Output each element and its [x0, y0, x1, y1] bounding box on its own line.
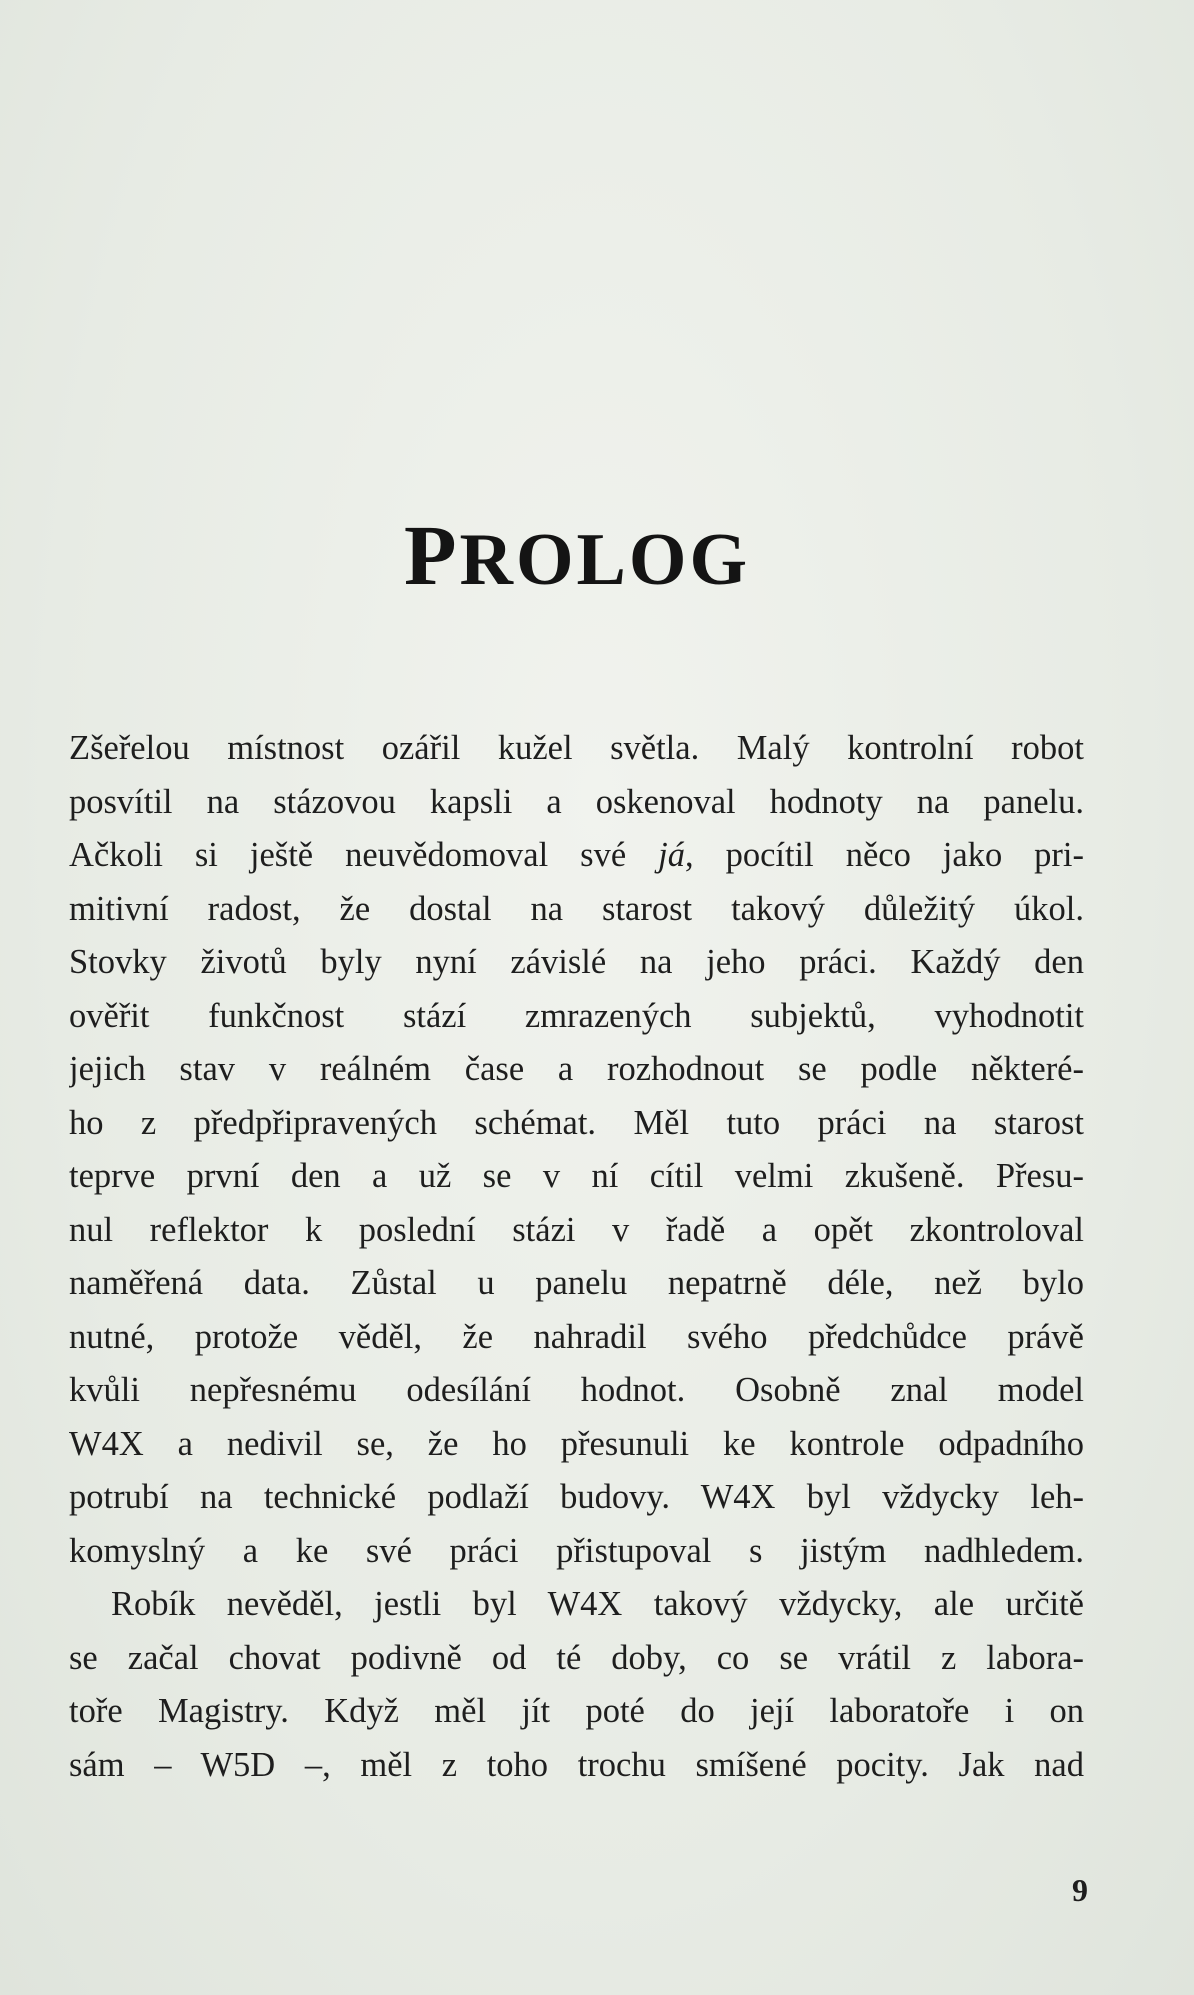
text-line: jejich stav v reálném čase a rozhodnout se podle některé-	[69, 1050, 1084, 1088]
text-line: ho z předpřipravených schémat. Měl tuto práci na starost	[69, 1103, 1084, 1142]
text-line: ověřit funkčnost stází zmrazených subjektů, vyhodnotit	[69, 996, 1084, 1035]
text-line: naměřená data. Zůstal u panelu nepatrně déle, než bylo	[69, 1264, 1084, 1302]
text-line: toře Magistry. Když měl jít poté do její laboratoře i on	[69, 1692, 1084, 1730]
text-line: Robík nevěděl, jestli byl W4X takový vždycky, ale určitě	[111, 1585, 1084, 1623]
text-line: potrubí na technické podlaží budovy. W4X byl vždycky leh-	[69, 1478, 1084, 1516]
chapter-title-rest: ROLOG	[459, 519, 751, 601]
text-line: posvítil na stázovou kapsli a oskenoval hodnoty na panelu.	[69, 782, 1084, 821]
text-line: teprve první den a už se v ní cítil velmi zkušeně. Přesu-	[69, 1157, 1084, 1195]
text-line: kvůli nepřesnému odesílání hodnot. Osobně znal model	[69, 1371, 1084, 1409]
body-text	[69, 722, 1084, 1792]
text-line: W4X a nedivil se, že ho přesunuli ke kontrole odpadního	[69, 1424, 1084, 1463]
text-line: komyslný a ke své práci přistupoval s jistým nadhledem.	[69, 1531, 1084, 1570]
chapter-title-initial: P	[403, 507, 460, 603]
chapter-title	[0, 507, 1174, 603]
text-line: nutné, protože věděl, že nahradil svého předchůdce právě	[69, 1317, 1084, 1356]
text-line: mitivní radost, že dostal na starost takový důležitý úkol.	[69, 889, 1084, 928]
text-line: se začal chovat podivně od té doby, co se vrátil z labora-	[69, 1638, 1084, 1677]
text-line: Zšeřelou místnost ozářil kužel světla. Malý kontrolní robot	[69, 729, 1084, 767]
page-number: 9	[1072, 1872, 1088, 1908]
text-line: sám – W5D –, měl z toho trochu smíšené pocity. Jak nad	[69, 1745, 1084, 1784]
text-line: nul reflektor k poslední stázi v řadě a opět zkontroloval	[69, 1210, 1084, 1249]
text-line: Ačkoli si ještě neuvědomoval své já, pocítil něco jako pri-	[69, 836, 1084, 874]
text-line: Stovky životů byly nyní závislé na jeho práci. Každý den	[69, 943, 1084, 981]
emphasized-word: já	[658, 836, 685, 874]
